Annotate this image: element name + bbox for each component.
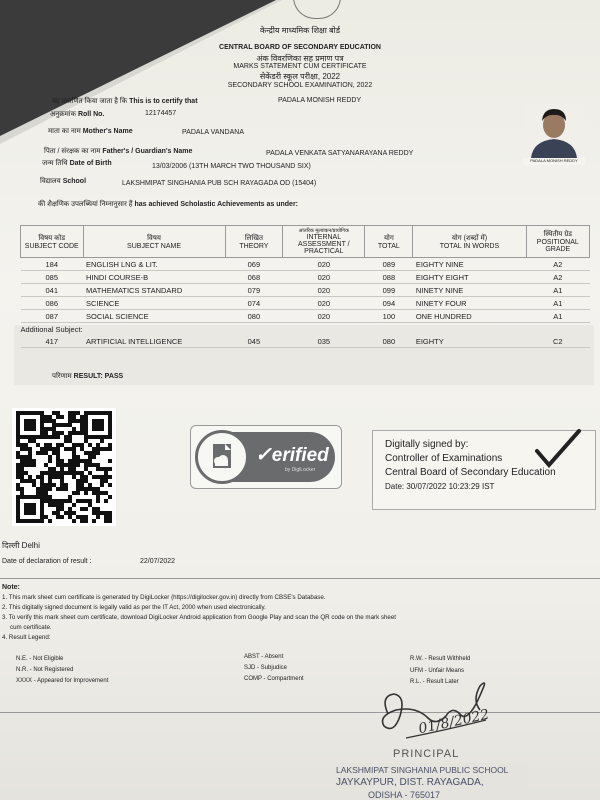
digital-signature-box xyxy=(372,430,596,510)
verified-text: ✓erified xyxy=(255,444,329,466)
school-name: LAKSHMIPAT SINGHANIA PUB SCH RAYAGADA OD (15404) xyxy=(122,180,317,187)
marks-table xyxy=(20,225,590,348)
legend-ne: N.E. - Not Eligible xyxy=(16,656,64,662)
verified-pill xyxy=(197,432,335,482)
note-2: 2. This digitally signed document is legally valid as per the IT Act, 2000 when used electronically. xyxy=(2,604,266,611)
table-row-additional: 417 ARTIFICIAL INTELLIGENCE 045 035 080 EIGHTY C2 xyxy=(21,335,590,348)
student-name: PADALA MONISH REDDY xyxy=(278,97,362,104)
table-row: 087 SOCIAL SCIENCE 080 020 100 ONE HUNDRED A1 xyxy=(21,310,590,323)
legend-abst: ABST - Absent xyxy=(244,654,284,660)
stamp-state: ODISHA - 765017 xyxy=(368,790,441,800)
school-stamp xyxy=(336,763,528,800)
digilocker-verified-badge xyxy=(190,425,342,489)
roll-number: 12174457 xyxy=(145,110,177,117)
stamp-address: JAYKAYPUR, DIST. RAYAGADA, xyxy=(336,777,484,788)
table-row: 184 ENGLISH LNG & LIT. 069 020 089 EIGHTY NINE A2 xyxy=(21,258,590,271)
exam-title: SECONDARY SCHOOL EXAMINATION, 2022 xyxy=(227,82,373,89)
signer-organization: Central Board of Secondary Education xyxy=(385,467,556,478)
signature-date: Date: 30/07/2022 10:23:29 IST xyxy=(385,482,495,491)
note-3: 3. To verify this mark sheet cum certificate, download DigiLocker Android application from Google Play and scan the QR code on the mark sheet xyxy=(2,614,397,621)
legend-ufm: UFM - Unfair Means xyxy=(410,668,465,674)
col-total: योग TOTAL xyxy=(365,226,413,258)
cloud-doc-icon xyxy=(198,433,246,481)
certificate-title-hindi: अंक विवरणिका सह प्रमाण पत्र xyxy=(256,54,344,63)
col-practical: आंतरिक मूल्यांकन/प्रायोगिक INTERNAL ASSESSMENT / PRACTICAL xyxy=(283,226,365,258)
declaration-label: Date of declaration of result : xyxy=(2,558,92,565)
table-row: 085 HINDI COURSE-B 068 020 088 EIGHTY EIGHT A2 xyxy=(21,271,590,284)
photo-caption: PADALA MONISH REDDY xyxy=(530,158,578,163)
student-photo-icon xyxy=(523,103,585,158)
legend-rw: R.W. - Result Withheld xyxy=(410,656,471,662)
dob-label: जन्म तिथि Date of Birth xyxy=(42,160,112,167)
achievements-line: की शैक्षणिक उपलब्धियां निम्नानुसार हैं has achieved Scholastic Achievements as under: xyxy=(38,201,298,208)
legend-comp: COMP - Compartment xyxy=(244,676,304,682)
table-row: 086 SCIENCE 074 020 094 NINETY FOUR A1 xyxy=(21,297,590,310)
qr-code-graphic xyxy=(12,408,116,526)
document-cloud-icon xyxy=(195,430,249,484)
additional-subject-label-row: Additional Subject: xyxy=(20,324,83,334)
col-grade: स्थितीय ग्रेड POSITIONAL GRADE xyxy=(526,226,589,258)
table-row: 041 MATHEMATICS STANDARD 079 020 099 NINETY NINE A1 xyxy=(21,284,590,297)
school-label: विद्यालय School xyxy=(40,178,87,185)
stamp-school-name: LAKSHMIPAT SINGHANIA PUBLIC SCHOOL xyxy=(336,765,509,775)
col-total-words: योग (शब्दों में) TOTAL IN WORDS xyxy=(413,226,526,258)
declaration-date: 22/07/2022 xyxy=(140,558,176,565)
exam-title-hindi: सेकेंडरी स्कूल परीक्षा, 2022 xyxy=(259,72,341,81)
note-1: 1. This mark sheet cum certificate is generated by DigiLocker (https://digilocker.gov.in) directly from CBSE's Database. xyxy=(2,594,326,601)
notes-title: Note: xyxy=(2,584,20,591)
father-label: पिता / संरक्षक का नाम Father's / Guardian's Name xyxy=(44,148,193,155)
note-4: 4. Result Legend: xyxy=(2,634,51,641)
legend-nr: N.R. - Not Registered xyxy=(16,667,74,673)
certify-line: यह प्रमाणित किया जाता है कि This is to certify that xyxy=(52,98,198,105)
result: परिणाम RESULT: PASS xyxy=(52,373,124,380)
place: दिल्ली Delhi xyxy=(2,541,40,550)
note-3-cont: cum certificate. xyxy=(10,624,52,631)
qr-code-icon xyxy=(12,408,116,526)
legend-sjd: SJD - Subjudice xyxy=(244,665,288,671)
col-theory: लिखित THEORY xyxy=(225,226,283,258)
signature-check-icon xyxy=(533,427,583,471)
date-of-birth: 13/03/2006 (13TH MARCH TWO THOUSAND SIX) xyxy=(152,163,311,170)
signed-by-label: Digitally signed by: xyxy=(385,439,469,450)
certificate-title: MARKS STATEMENT CUM CERTIFICATE xyxy=(233,63,367,70)
father-name: PADALA VENKATA SATYANARAYANA REDDY xyxy=(266,150,414,157)
notes-divider xyxy=(0,578,600,579)
mother-name: PADALA VANDANA xyxy=(182,129,244,136)
col-subject-name: विषय SUBJECT NAME xyxy=(83,226,225,258)
verified-by: by DigiLocker xyxy=(285,467,316,473)
col-subject-code: विषय कोड SUBJECT CODE xyxy=(21,226,84,258)
board-name: CENTRAL BOARD OF SECONDARY EDUCATION xyxy=(219,44,381,51)
legend-rl: R.L. - Result Later xyxy=(410,679,459,685)
principal-sign-date: 01/8/2022 xyxy=(417,706,491,738)
check-mark-icon: ✓ xyxy=(255,444,272,466)
legend-xxxx: XXXX - Appeared for Improvement xyxy=(16,678,109,684)
signer-title: Controller of Examinations xyxy=(385,453,503,464)
bottom-divider xyxy=(0,712,600,713)
student-photo xyxy=(523,103,585,165)
principal-title: PRINCIPAL xyxy=(393,748,460,760)
roll-label: अनुक्रमांक Roll No. xyxy=(50,111,105,118)
mother-label: माता का नाम Mother's Name xyxy=(48,128,133,135)
board-name-hindi: केन्द्रीय माध्यमिक शिक्षा बोर्ड xyxy=(260,26,340,35)
